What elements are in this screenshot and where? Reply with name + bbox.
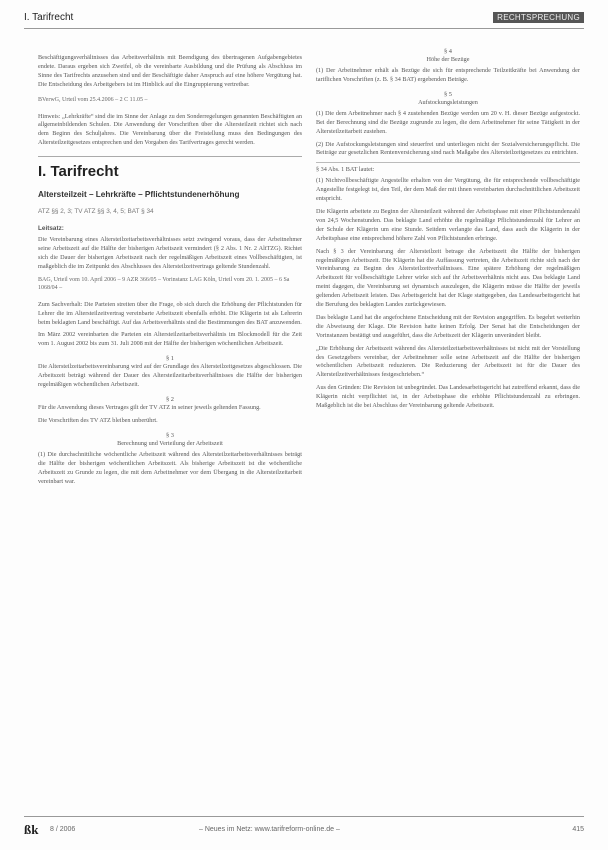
paragraph-1-number: § 1 [166, 355, 174, 363]
section-badge: RECHTSPRECHUNG [493, 12, 584, 23]
body-paragraph-4: Aus den Gründen: Die Revision ist unbegründet. Das Landesarbeitsgericht hat zutreffend erkannt, dass die Klägerin nicht verpflichtet ist, in der Arbeitsphase die erhöhte Pflichtstundenzahl zu erbringen. Maßgeblich ist die bei Abschluss der Vereinbarung geltende Arbeitszeit. [316, 384, 580, 410]
bat-excerpt-text: (1) Nichtvollbeschäftigte Angestellte erhalten von der Vergütung, die für entsprechende vollbeschäftigte Angestellte festgelegt ist, den Teil, der dem Maß der mit ihnen vereinbarten durchschnittlichen Arbeitszeit entspricht. [316, 177, 580, 203]
article-title: Altersteilzeit – Lehrkräfte – Pflichtstundenerhöhung [38, 190, 240, 200]
paragraph-5-text: (1) Die dem Arbeitnehmer nach § 4 zustehenden Bezüge werden um 20 v. H. dieser Bezüge aufgestockt. Bei der Berechnung sind die Bezüge zugrunde zu legen, die dem Arbeitnehmer für seine Tätigkeit in der Altersteilzeitarbeit zustehen. [316, 109, 580, 135]
paragraph-5-title: Aufstockungsleistungen [418, 98, 478, 106]
page-number: 415 [572, 826, 584, 833]
left-column [38, 48, 302, 490]
header-rule [24, 28, 584, 29]
issue-number: 8 / 2006 [50, 826, 76, 833]
body-paragraph-3: Das beklagte Land hat die angefochtene Entscheidung mit der Revision angegriffen. Es begehrt weiterhin die Abweisung der Klage. Die Revision hatte keinen Erfolg. Der Senat hat die Entscheidungen der Vorinstanzen bestätigt und ausgeführt, dass die Arbeitszeit der Klägerin unverändert bleibt. [316, 313, 580, 339]
paragraph-2-number: § 2 [166, 396, 174, 403]
paragraph-1-text: Die Altersteilzeitarbeitsvereinbarung wird auf der Grundlage des Altersteilzeitgesetzes abgeschlossen. Die Arbeitszeit beträgt während der Dauer des Altersteilzeitarbeitsverhältnisses die Hälfte der bisherigen regelmäßigen wöchentlichen Arbeitszeit. [38, 363, 302, 389]
paragraph-2-text: Für die Anwendung dieses Vertrages gilt der TV ATZ in seiner jeweils geltenden Fassung. [38, 404, 261, 411]
paragraph-5-number: § 5 [444, 90, 452, 98]
paragraph-3-number: § 3 [166, 431, 174, 439]
paragraph-2-text-2: Die Vorschriften des TV ATZ bleiben unberührt. [38, 416, 158, 424]
leitsatz-label: Leitsatz: [38, 225, 64, 233]
intro-source: BVerwG, Urteil vom 25.4.2006 – 2 C 11.05 – [38, 97, 148, 103]
publication-logo: ßk [24, 822, 39, 837]
bat-excerpt [316, 162, 580, 204]
body-paragraph-2: Nach § 3 der Vereinbarung der Altersteilzeit betrage die Arbeitszeit die Hälfte der bisherigen regelmäßigen Arbeitszeit. Die Klägerin hat die Auffassung vertreten, die Arbeitszeit richte sich nach der Vereinbarung zu Beginn des Altersteilzeitverhältnisses. Eine spätere Erhöhung der regelmäßigen Arbeitszeit für vollbeschäftigte Lehrer wirke sich auf ihr Arbeitsverhältnis nicht aus. Das beklagte Land meint dagegen, die Vereinbarung sei dynamisch auszulegen, die Klägerin müsse die Hälfte der jeweils geltenden Arbeitszeit leisten. Das Arbeitsgericht hat der Klage stattgegeben, das Landesarbeitsgericht hat die Berufung des beklagten Landes zurückgewiesen. [316, 247, 580, 309]
paragraph-4-text: (1) Der Arbeitnehmer erhält als Bezüge die sich für entsprechende Teilzeitkräfte bei Anwendung der tariflichen Vorschriften (z. B. § 34 BAT) ergebenden Beträge. [316, 67, 580, 83]
section-heading: I. Tarifrecht [38, 156, 302, 180]
note-paragraph: Hinweis: „Lehrkräfte“ sind die im Sinne der Anlage zu den Sonderregelungen genannten Beschäftigten an allgemeinbildenden Schulen. Die Anwendung der Vorschriften über die Altersteilzeit richtet sich nach dem Beginn des Schuljahres. Die Vereinbarung über die Freistellung muss den Bedingungen des Altersteilzeitgesetzes entsprechen und den Vorgaben des Tarifvertrages gerecht werden. [38, 112, 302, 147]
leitsatz-source: BAG, Urteil vom 10. April 2006 – 9 AZR 366/05 – Vorinstanz LAG Köln, Urteil vom 20. 1. 2005 – 6 Sa 1068/04 – [38, 276, 290, 292]
paragraph-4-number: § 4 [444, 48, 452, 55]
leitsatz-text: Die Vereinbarung eines Altersteilzeitarbeitsverhältnisses setzt zwingend voraus, dass der Arbeitnehmer seine Arbeitszeit auf die Hälfte der bisherigen Arbeitszeit vermindert (§ 2 Abs. 1 Nr. 2 AltTZG). Richtet sich die Dauer der bisherigen Arbeitszeit nach der regelmäßigen Arbeitszeit eines Vollbeschäftigten, ist maßgeblich die im Zeitpunkt des Abschlusses des Altersteilzeitvertrags geltende Stundenzahl. [38, 236, 302, 270]
body-paragraph-1: Die Klägerin arbeitete zu Beginn der Altersteilzeit während der Arbeitsphase mit einer Pflichtstundenzahl von 24,5 Wochenstunden. Das beklagte Land erhöhte die regelmäßige Pflichtstundenzahl für Lehrer an der Schule der Klägerin um eine Stunde. Seitdem verlangte das Land, dass auch die Klägerin in der Arbeitsphase eine entsprechend höhere Zahl von Pflichtstunden erbringe. [316, 207, 580, 242]
footer-url: – Neues im Netz: www.tarifreform-online.de – [199, 826, 340, 833]
paragraph-4-title: Höhe der Bezüge [426, 56, 470, 63]
facts-paragraph: Zum Sachverhalt: Die Parteien streiten über die Frage, ob sich durch die Erhöhung der Pflichtstunden für Lehrer die im Altersteilzeitvertrag vereinbarte Arbeitszeit ebenfalls erhöht. Die Klägerin ist als Lehrerin beim beklagten Land beschäftigt. Auf das Arbeitsverhältnis sind die Bestimmungen des BAT anzuwenden. [38, 300, 302, 326]
paragraph-3-text: (1) Die durchschnittliche wöchentliche Arbeitszeit während des Altersteilzeitarbeitsverhältnisses beträgt die Hälfte der bisherigen wöchentlichen Arbeitszeit. Als bisherige Arbeitszeit ist die wöchentliche Arbeitszeit zu Grunde zu legen, die mit dem Arbeitnehmer vor dem Übergang in die Altersteilzeitarbeit vereinbart war. [38, 450, 302, 485]
paragraph-3-title: Berechnung und Verteilung der Arbeitszeit [117, 439, 223, 447]
quoted-passage: „Die Erhöhung der Arbeitszeit während des Altersteilzeitarbeitsverhältnisses ist nicht mit der Vorstellung des Gesetzgebers vereinbar, der Arbeitnehmer solle seine Arbeitszeit auf die Hälfte der bisherigen wöchentlichen Arbeitszeit reduzieren. Die Reduzierung der Arbeitszeit ist für die Dauer des Altersteilzeitverhältnisses festgeschrieben.“ [316, 344, 580, 379]
intro-quote: Beschäftigungsverhältnisses das Arbeitsverhältnis mit Beendigung des übertragenen Aufgabengebietes endete. Daraus ergeben sich Zweifel, ob die vereinbarte Ausbildung und die Prüfung als Abschluss im Sinne des Tarifrechts anzusehen sind und der Beschäftigte daher Anspruch auf eine höhere Vergütung hat. Die Entscheidung des Arbeitgebers ist im Hinblick auf die Eingruppierung vertretbar. [38, 54, 302, 88]
page-header [24, 12, 584, 26]
article-refs: ATZ §§ 2, 3; TV ATZ §§ 3, 4, 5; BAT § 34 [38, 208, 154, 216]
paragraph-5-text-2: (2) Die Aufstockungsleistungen sind steuerfrei und unterliegen nicht der Sozialversicherungspflicht. Die Beiträge zur gesetzlichen Rentenversicherung sind nach Maßgabe des Altersteilzeitgesetzes zu entrichten. [316, 140, 580, 157]
footer-rule [24, 816, 584, 817]
running-title: I. Tarifrecht [24, 12, 74, 23]
facts-paragraph-2: Im März 2002 vereinbarten die Parteien ein Altersteilzeitarbeitsverhältnis im Blockmodell für die Zeit vom 1. August 2002 bis zum 31. Juli 2008 mit der Hälfte der bisherigen wöchentlichen Arbeitszeit. [38, 331, 302, 348]
bat-excerpt-label: § 34 Abs. 1 BAT lautet: [316, 166, 375, 174]
right-column [316, 48, 580, 415]
page-footer [24, 822, 584, 836]
